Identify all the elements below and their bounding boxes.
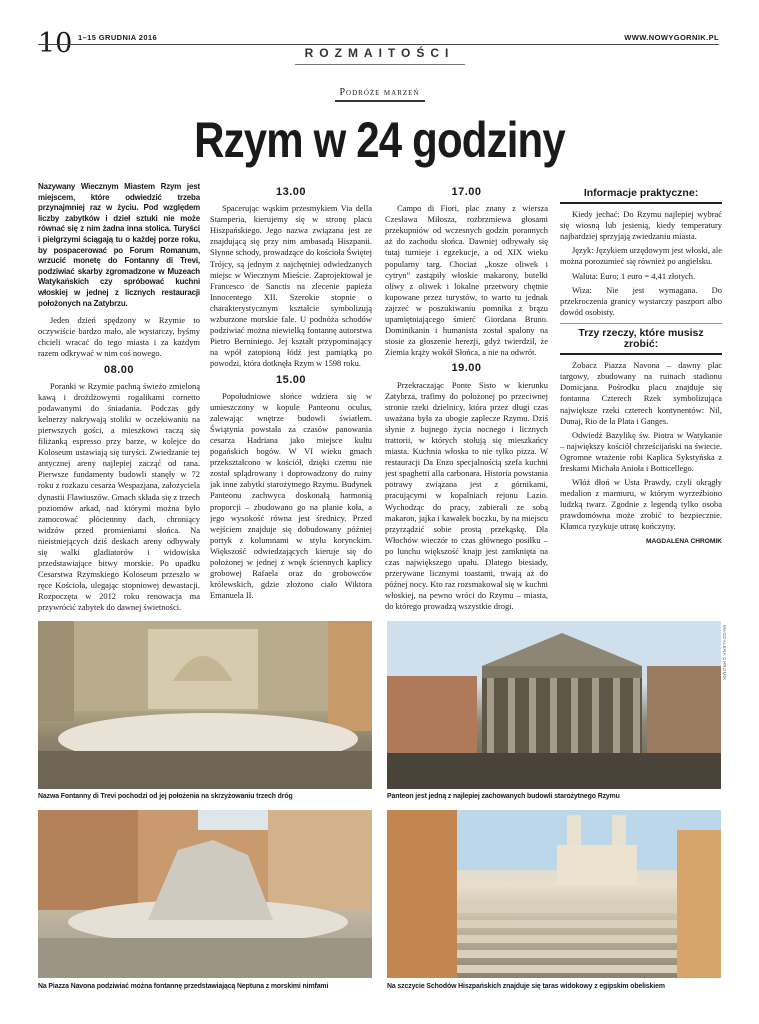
paragraph-1700: Campo di Fiori, plac znany z wiersza Czesława Miłosza, rozbrzmiewa głosami przekupniów od wczesnych godzin porannych aż do zachodu słońca. Dawniej odbywały się tutaj turnieje i egzekucje, a od XIX wieku popularny targ. Chociaż „kosze oliwek i cytryn” zastąpiły włoskie makarony, butelki oliwy z oliwek i lokalne przetwory chętnie kupowane przez turystów, to warto tu jednak zajrzeć w poszukiwaniu pomnika z brązu upamiętniającego śmierć Giordana Bruno. Dominikanin i humanista został spalony na stosie za głoszenie herezji, gdyż twierdził, że Ziemia krąży wokół Słońca, a nie na odwrót. xyxy=(385,203,548,358)
info-when: Kiedy jechać: Do Rzymu najlepiej wybrać się wiosną lub jesienią, kiedy temperatury najbardziej sprzyjają zwiedzaniu miasta. xyxy=(560,209,722,242)
series-label: Podróże marzeń xyxy=(339,87,420,98)
site-url[interactable]: WWW.NOWYGORNIK.PL xyxy=(624,33,719,42)
column-2 xyxy=(210,182,372,612)
caption-navona: Na Piazza Navona podziwiać można fontannę przedstawiającą Neptuna z morskimi nimfami xyxy=(38,983,329,990)
info-box-heading: Informacje praktyczne: xyxy=(560,187,722,204)
photo-credit: MAGDALENA CHROMIK xyxy=(722,625,727,681)
time-heading-1900: 19.00 xyxy=(451,362,482,375)
photo-piazza-navona xyxy=(38,810,372,978)
section-rule xyxy=(295,64,465,65)
three-things-item-1: Zobacz Piazza Navona – dawny plac targowy, zbudowany na ruinach stadionu Domicjana. Pośrodku placu znajduje się fontanna Czterech Rzek symbolizująca największe rzeki czterech kontynentów: Nil, Dunaj, Rio de la Plata i Ganges. xyxy=(560,360,722,426)
section-title: ROZMAITOŚCI xyxy=(304,46,455,60)
column-4 xyxy=(560,182,722,612)
paragraph-0800: Poranki w Rzymie pachną świeżo zmieloną kawą i drożdżowymi rogalikami cornetto podawanymi do śniadania. Podczas gdy kelnerzy nakrywają stoliki w oczekiwaniu na pierwszych gości, a mieszkowi raczą się filiżanką espresso przy barze, w kolejce do Koloseum ustawiają się turyści. Zwiedzanie tej antycznej areny najlepiej zacząć od rana. Pierwsze fundamenty budowli stanęły w 72 roku z rozkazu cesarza Wespazjana, założyciela dynastii Flawiuszów. Gmach składa się z trzech poziomów arkad, nad którymi można było zamocować płóciennny dach, chroniący widzów przed promieniami słońca. Na nieistniejących dziś deskach areny odbywały się walki gladiatorów i widowiska przedstawiające bitwy morskie. Po upadku Cesarstwa Rzymskiego Koloseum przeszło w ręce Kościoła, ulegając stopniowej dewastacji. Rozpoczęta w 2012 roku renowacja ma przywrócić zabytek do dawnej świetności. xyxy=(38,380,200,612)
paragraph-1500: Popołudniowe słońce wdziera się w umieszczony w kopule Panteonu oculus, zalewając wnętrze budowli światłem. Świątynia powstała za czasów panowania cesarza Hadriana jako miejsce kultu pogańskich bogów. W VI wieku gmach przekształcono w kościół, dzięki czemu nie został splądrowany i doprowadzony do ruiny jak inne zabytki starożytnego Rzymu. Budynek Panteonu zachwyca doskonałą harmonią proporcji – zbudowano go na planie koła, a jego wysokość równa jest średnicy. Przed wejściem znajduje się dobudowany później portyk z kolumnami w stylu korynckim. Większość odwiedzających kieruje się do położonej w jednej z wnęk ściennych kaplicy grobowej Rafaela oraz do grobowców królewskich, gdzie złożono ciało Wiktora Emanuela II. xyxy=(210,390,372,601)
article-intro: Jeden dzień spędzony w Rzymie to oczywiście bardzo mało, ale wystarczy, byśmy chcieli wracać do tego miasta i za każdym razem odkrywać w nim coś nowego. xyxy=(38,315,200,359)
article-author: MAGDALENA CHROMIK xyxy=(646,537,722,545)
issue-date: 1–15 GRUDNIA 2016 xyxy=(78,33,158,42)
three-things-item-2: Odwiedź Bazylikę św. Piotra w Watykanie – największy kościół chrześcijański na świecie. Ogromne wrażenie robi Kaplica Sykstyńska z freskami Michała Anioła i Botticellego. xyxy=(560,429,722,473)
article-lead: Nazywany Wiecznym Miastem Rzym jest miejscem, które odwiedzić trzeba przynajmniej raz w życiu. Pod względem liczby zabytków i dzieł sztuki nie może równać się z nim żadna inna stolica. Turyści i pielgrzymi ściągają tu o każdej porze roku, by pospacerować po Forum Romanum, wrzucić monetę do Fontanny di Trevi, podziwiać skarby zgromadzone w Muzeach Watykańskich czy spróbować kuchni włoskiej w jednej z licznych restauracji położonych na Zatybrzu. xyxy=(38,182,200,308)
paragraph-1900: Przekraczając Ponte Sisto w kierunku Zatybrza, trafimy do położonej po przeciwnej stronie rzeki dzielnicy, która przez długi czas uważana była za ubogie zaplecze Rzymu. Dziś słynie z bujnego życia nocnego i licznych trattorii, w których stołują się mieszkańcy miasta. Kuchnia włoska to nie tylko pizza. W restauracji Da Enzo specjalnością szefa kuchni jest spaghetti alla carbonara. Historia powstania potrawy związana jest z górnikami, pracującymi w kopalniach rejonu Lazio. Wychodząc do pracy, zabierali ze sobą makaron, jajka i kawałek boczku, by na miejscu przyrządzić sobie prostą przekąskę. Dla Włochów wieczór to czas głównego posiłku – po lunchu większość knajp jest zamknięta na czas największego upału. Dlatego biesiady, przerywane licznymi toastami, trwają aż do późnej nocy. Kto raz rozsmakował się w kuchni włoskiej, na pewno wróci do Rzymu – miasta, do którego prowadzą wszystkie drogi. xyxy=(385,379,548,612)
info-visa: Wiza: Nie jest wymagana. Do przekroczenia granicy wystarczy paszport albo dowód osobisty. xyxy=(560,284,722,317)
three-things-heading: Trzy rzeczy, które musisz zrobić: xyxy=(560,323,722,355)
series-rule xyxy=(335,100,425,102)
column-3 xyxy=(385,182,548,612)
time-heading-1500: 15.00 xyxy=(275,373,307,386)
paragraph-1300: Spacerując wąskim przesmykiem Via della Stamperia, kierujemy się w stronę placu Hiszpańskiego. Jego nazwa związana jest ze znajdującą się przy nim ambasadą Hiszpanii. Słynne schody, prowadzące do kościoła Świętej Trójcy, są jednym z najchętniej odwiedzanych miejsc w Wiecznym Mieście. Zaprojektował je Francesco de Sanctis na zlecenie papieża Innocentego XII. Szerokie stopnie o charakterystycznym kształcie symbolizują wzburzone morskie fale. U podnóża schodów podziwiać można niewielką fontannę autorstwa Pietro Berniniego. Jej kształt przypominający na wpół zatopioną łódź jest pamiątką po powodzi, która dotknęła Rzym w 1598 roku. xyxy=(210,203,372,369)
column-1 xyxy=(38,182,200,612)
three-things-item-3: Włóż dłoń w Usta Prawdy, czyli okrągły medalion z marmuru, w którym wyrzeźbiono ludzką twarz. Zgodnie z legendą tylko osoba prawdomówna może zrobić to bezpiecznie. Kłamca ryzykuje utratę kończyny. xyxy=(560,477,722,532)
photo-pantheon xyxy=(387,621,721,789)
time-heading-0800: 08.00 xyxy=(103,363,135,376)
time-heading-1700: 17.00 xyxy=(451,186,482,198)
caption-spanish-steps: Na szczycie Schodów Hiszpańskich znajduje się taras widokowy z egipskim obeliskiem xyxy=(387,983,665,990)
photo-trevi-fountain xyxy=(38,621,372,789)
info-language: Język: Językiem urzędowym jest włoski, ale można porozumieć się również po angielsku. xyxy=(560,245,722,267)
info-currency: Waluta: Euro; 1 euro = 4,41 złotych. xyxy=(572,270,696,281)
header-rule xyxy=(38,44,719,45)
article-title: Rzym w 24 godziny xyxy=(194,112,565,168)
page-number: 10 xyxy=(38,28,73,59)
caption-pantheon: Panteon jest jedną z najlepiej zachowanych budowli starożytnego Rzymu xyxy=(387,793,620,800)
photo-spanish-steps xyxy=(387,810,721,978)
time-heading-1300: 13.00 xyxy=(275,186,307,198)
caption-trevi: Nazwa Fontanny di Trevi pochodzi od jej położenia na skrzyżowaniu trzech dróg xyxy=(38,793,293,800)
